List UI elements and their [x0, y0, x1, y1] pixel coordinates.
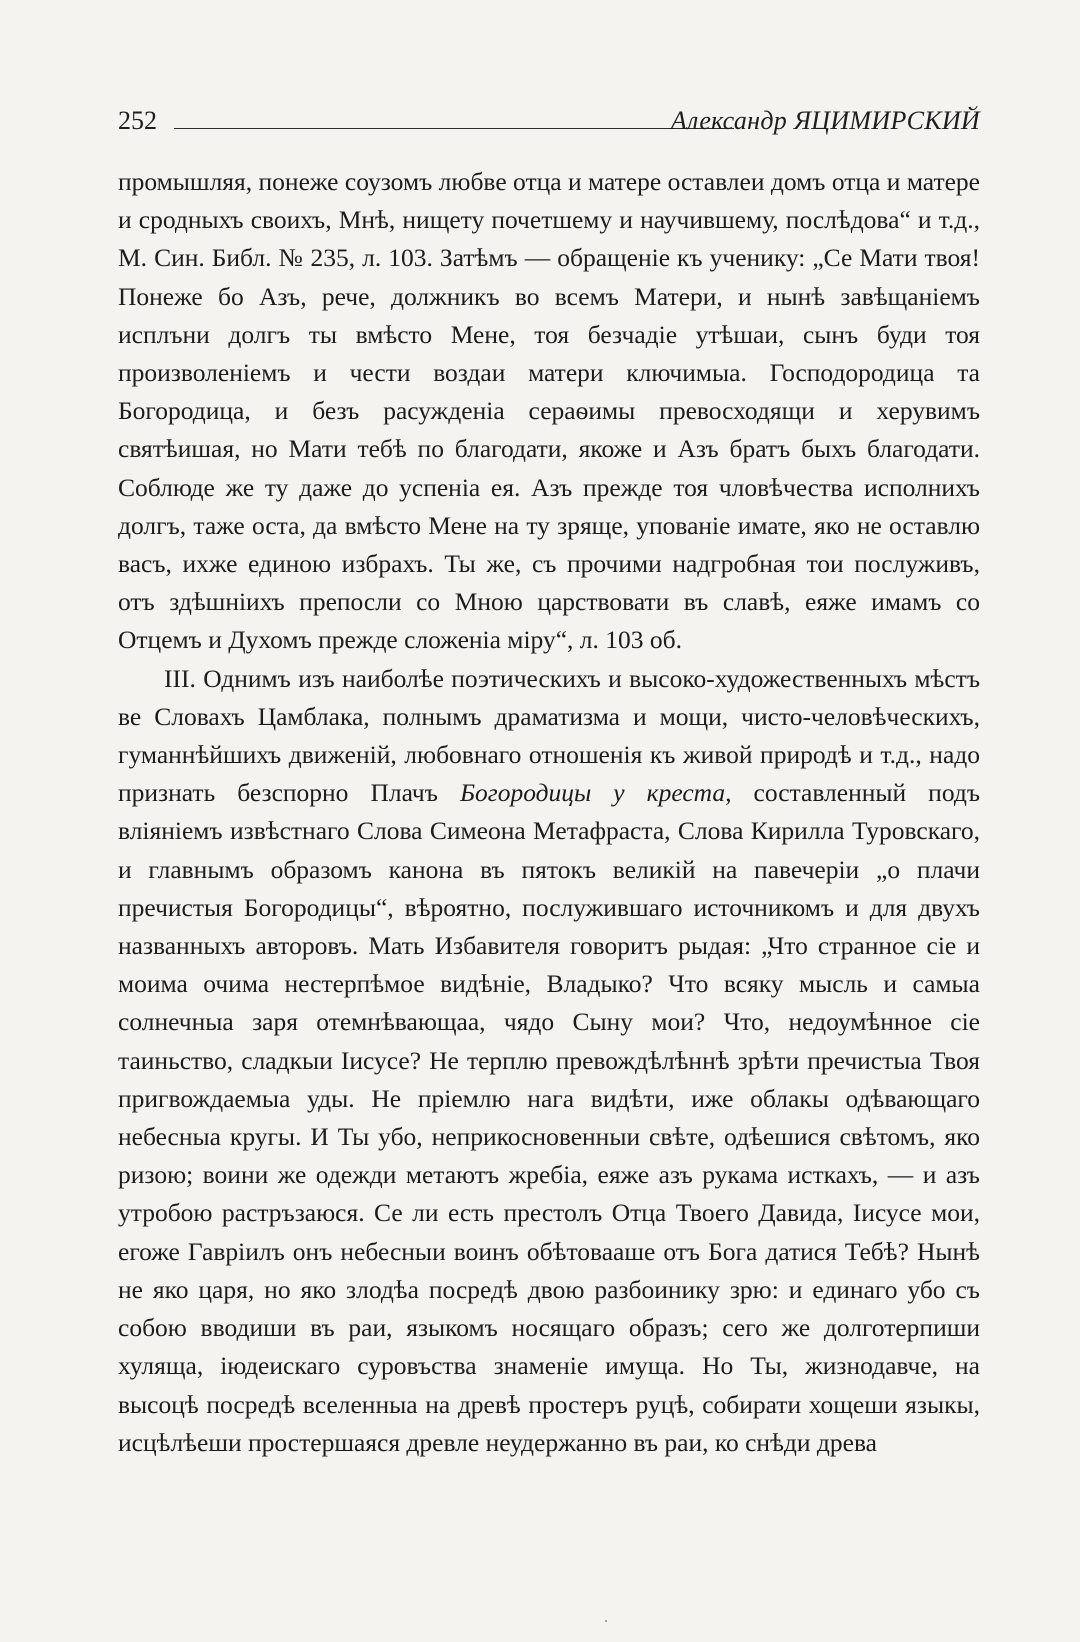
paragraph-section-3-part2: составленный подъ вліяніемъ извѣстнаго Слова Симеона Метафраста, Слова Кирилла Туровскаго, и главнымъ образомъ канона въ пятокъ великій на павечеріи „о плачи пречистыя Богородицы“, вѣроятно, послужившаго источникомъ и для двухъ названныхъ авторовъ. Мать Избавителя говоритъ рыдая: „Что странное сіе и моима очима нестерпѣмое видѣніе, Владыко? Что всяку мысль и самыа солнечныа заря отемнѣвающаа, чядо Сыну мои? Что, недоумѣнное сіе таиньство, сладкыи Іисусе? Не терплю превождѣлѣннѣ зрѣти пречистыа Твоя пригвождаемыа уды. Не пріемлю нага видѣти, иже облакы одѣвающаго небесныа кругы. И Ты убо, неприкосновенныи свѣте, одѣешися свѣтомъ, яко ризою; воини же одежди метаютъ жребіа, еяже азъ рукама исткахъ, — и азъ утробою растръзаюся. Се ли есть престолъ Отца Твоего Давида, Іисусе мои, егоже Гавріилъ онъ небесныи воинъ обѣтовааше отъ Бога датися Тебѣ? Нынѣ не яко царя, но яко злодѣа посредѣ двою разбоинику зрю: и единаго убо съ собою вводиши въ раи, языкомъ носящаго образъ; сего же долготерпиши хуляща, іюдеискаго суровъства знаменіе имуща. Но Ты, жизнодавче, на высоцѣ посредѣ вселенныа на древѣ простеръ руцѣ, собирати хощеши языкы, исцѣлѣеши простершаяся древле неудержанно въ раи, ко снѣди древа	[118, 778, 981, 1457]
page-header	[118, 106, 980, 146]
header-rule	[174, 128, 734, 129]
print-speck	[605, 1620, 607, 1622]
page-number: 252	[118, 106, 157, 135]
paragraph-section-3	[118, 660, 980, 1462]
italic-title: Богородицы у креста,	[459, 778, 732, 808]
body-text	[118, 163, 980, 1462]
paragraph-section-3-part1: III. Однимъ изъ наиболѣе поэтическихъ и высоко-художественныхъ мѣстъ ве Словахъ Цамблака, полнымъ драматизма и мощи, чисто-человѣческихъ, гуманнѣйшихъ движеній, любовнаго отношенія къ живой природѣ и т.д., надо признать безспорно Плачъ	[118, 663, 980, 808]
running-head: Александр ЯЦИМИРСКИЙ	[670, 106, 980, 135]
paragraph-continued: промышляя, понеже соузомъ любве отца и матере оставлеи домъ отца и матере и сродныхъ своихъ, Мнѣ, нищету почетшему и научившему, послѣдова“ и т.д., М. Син. Библ. № 235, л. 103. Затѣмъ — обращеніе къ ученику: „Се Мати твоя! Понеже бо Азъ, рече, должникъ во всемъ Матери, и нынѣ завѣщаніемъ исплъни долгъ ты вмѣсто Мене, тоя безчадіе утѣшаи, сынъ буди тоя произволеніемъ и чести воздаи матери ключимыа. Господородица та Богородица, и безъ расужденіа сераѳимы превосходящи и херувимъ святѣишая, но Мати тебѣ по благодати, якоже и Азъ братъ быхъ благодати. Соблюде же ту даже до успеніа ея. Азъ прежде тоя чловѣчества исполнихъ долгъ, таже оста, да вмѣсто Мене на ту зряще, упованіе имате, яко не оставлю васъ, ихже единою избрахъ. Ты же, съ прочими надгробная тои послуживъ, отъ здѣшніихъ препосли со Мною царствовати въ славѣ, еяже имамъ со Отцемъ и Духомъ прежде сложеніа міру“, л. 103 об.	[118, 167, 980, 655]
